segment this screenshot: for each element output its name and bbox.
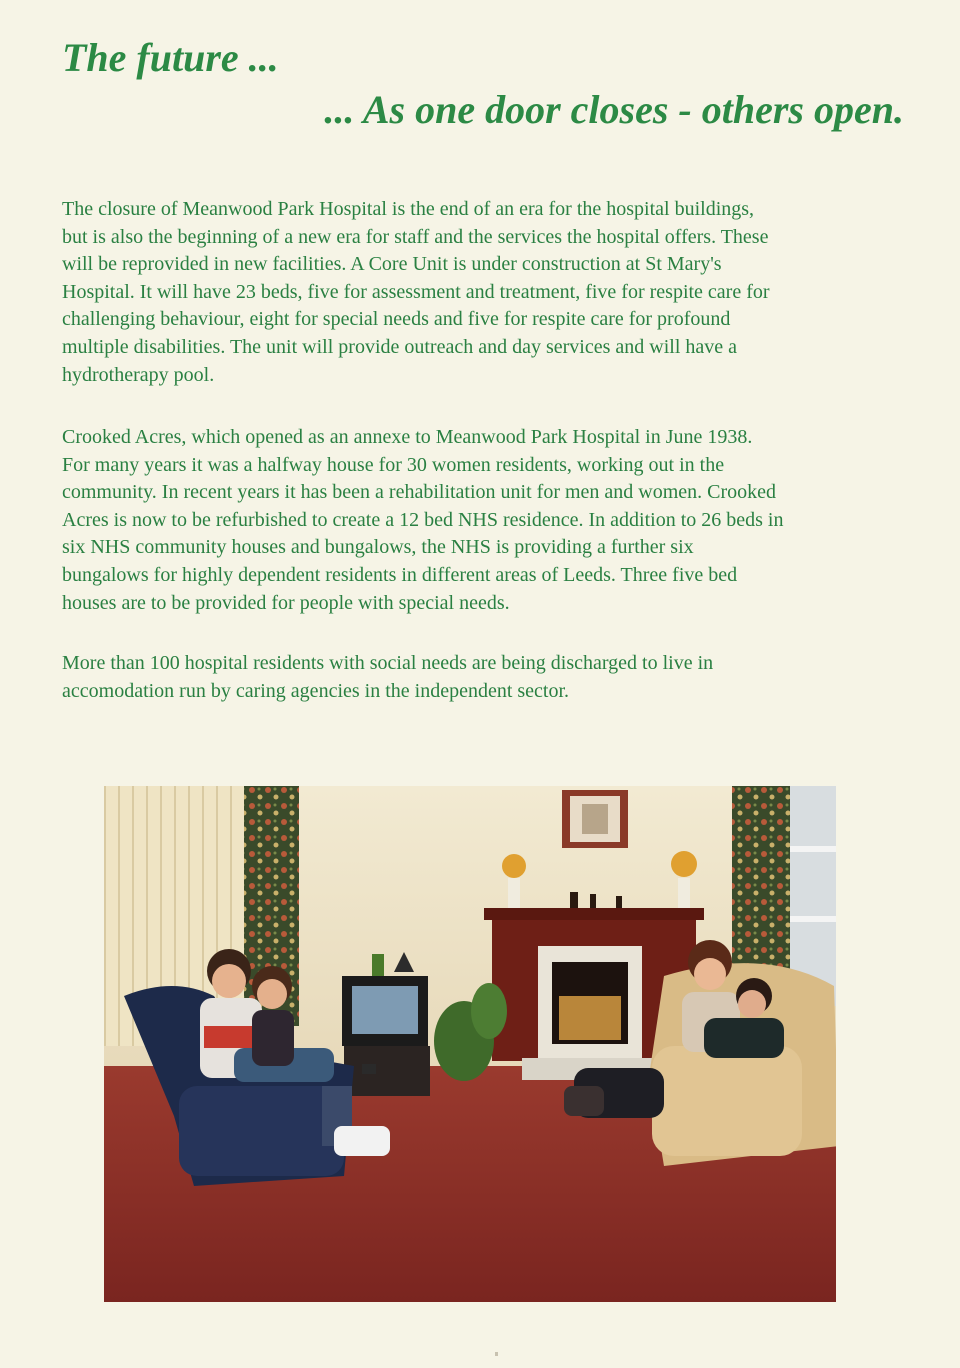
- heading-the-future: The future ...: [62, 35, 279, 80]
- living-room-photo: [104, 786, 836, 1302]
- paragraph-core-unit: The closure of Meanwood Park Hospital is the end of an era for the hospital buildings, but is also the beginning of a new era for staff and the services the hospital offers. These will be reprovided in new facilities. A Core Unit is under construction at St Mary's Hospital. It will have 23 beds, five for assessment and treatment, five for respite care for challenging behaviour, eight for special needs and five for respite care for profound multiple disabilities. The unit will provide outreach and day services and will have a hydrotherapy pool.: [62, 198, 770, 386]
- paragraph-crooked-acres: Crooked Acres, which opened as an annexe to Meanwood Park Hospital in June 1938. For many years it was a halfway house for 30 women residents, working out in the community. In recent years it has been a rehabilitation unit for men and women. Crooked Acres is now to be refurbished to create a 12 bed NHS residence. In addition to 26 beds in six NHS community houses and bungalows, the NHS is providing a further six bungalows for highly dependent residents in different areas of Leeds. Three five bed houses are to be provided for people with special needs.: [62, 426, 784, 614]
- paragraph-independent-sector: More than 100 hospital residents with social needs are being discharged to live in accomodation run by caring agencies in the independent sector.: [62, 652, 714, 702]
- scan-speck: [495, 1352, 498, 1356]
- heading-one-door-closes: ... As one door closes - others open.: [324, 87, 904, 132]
